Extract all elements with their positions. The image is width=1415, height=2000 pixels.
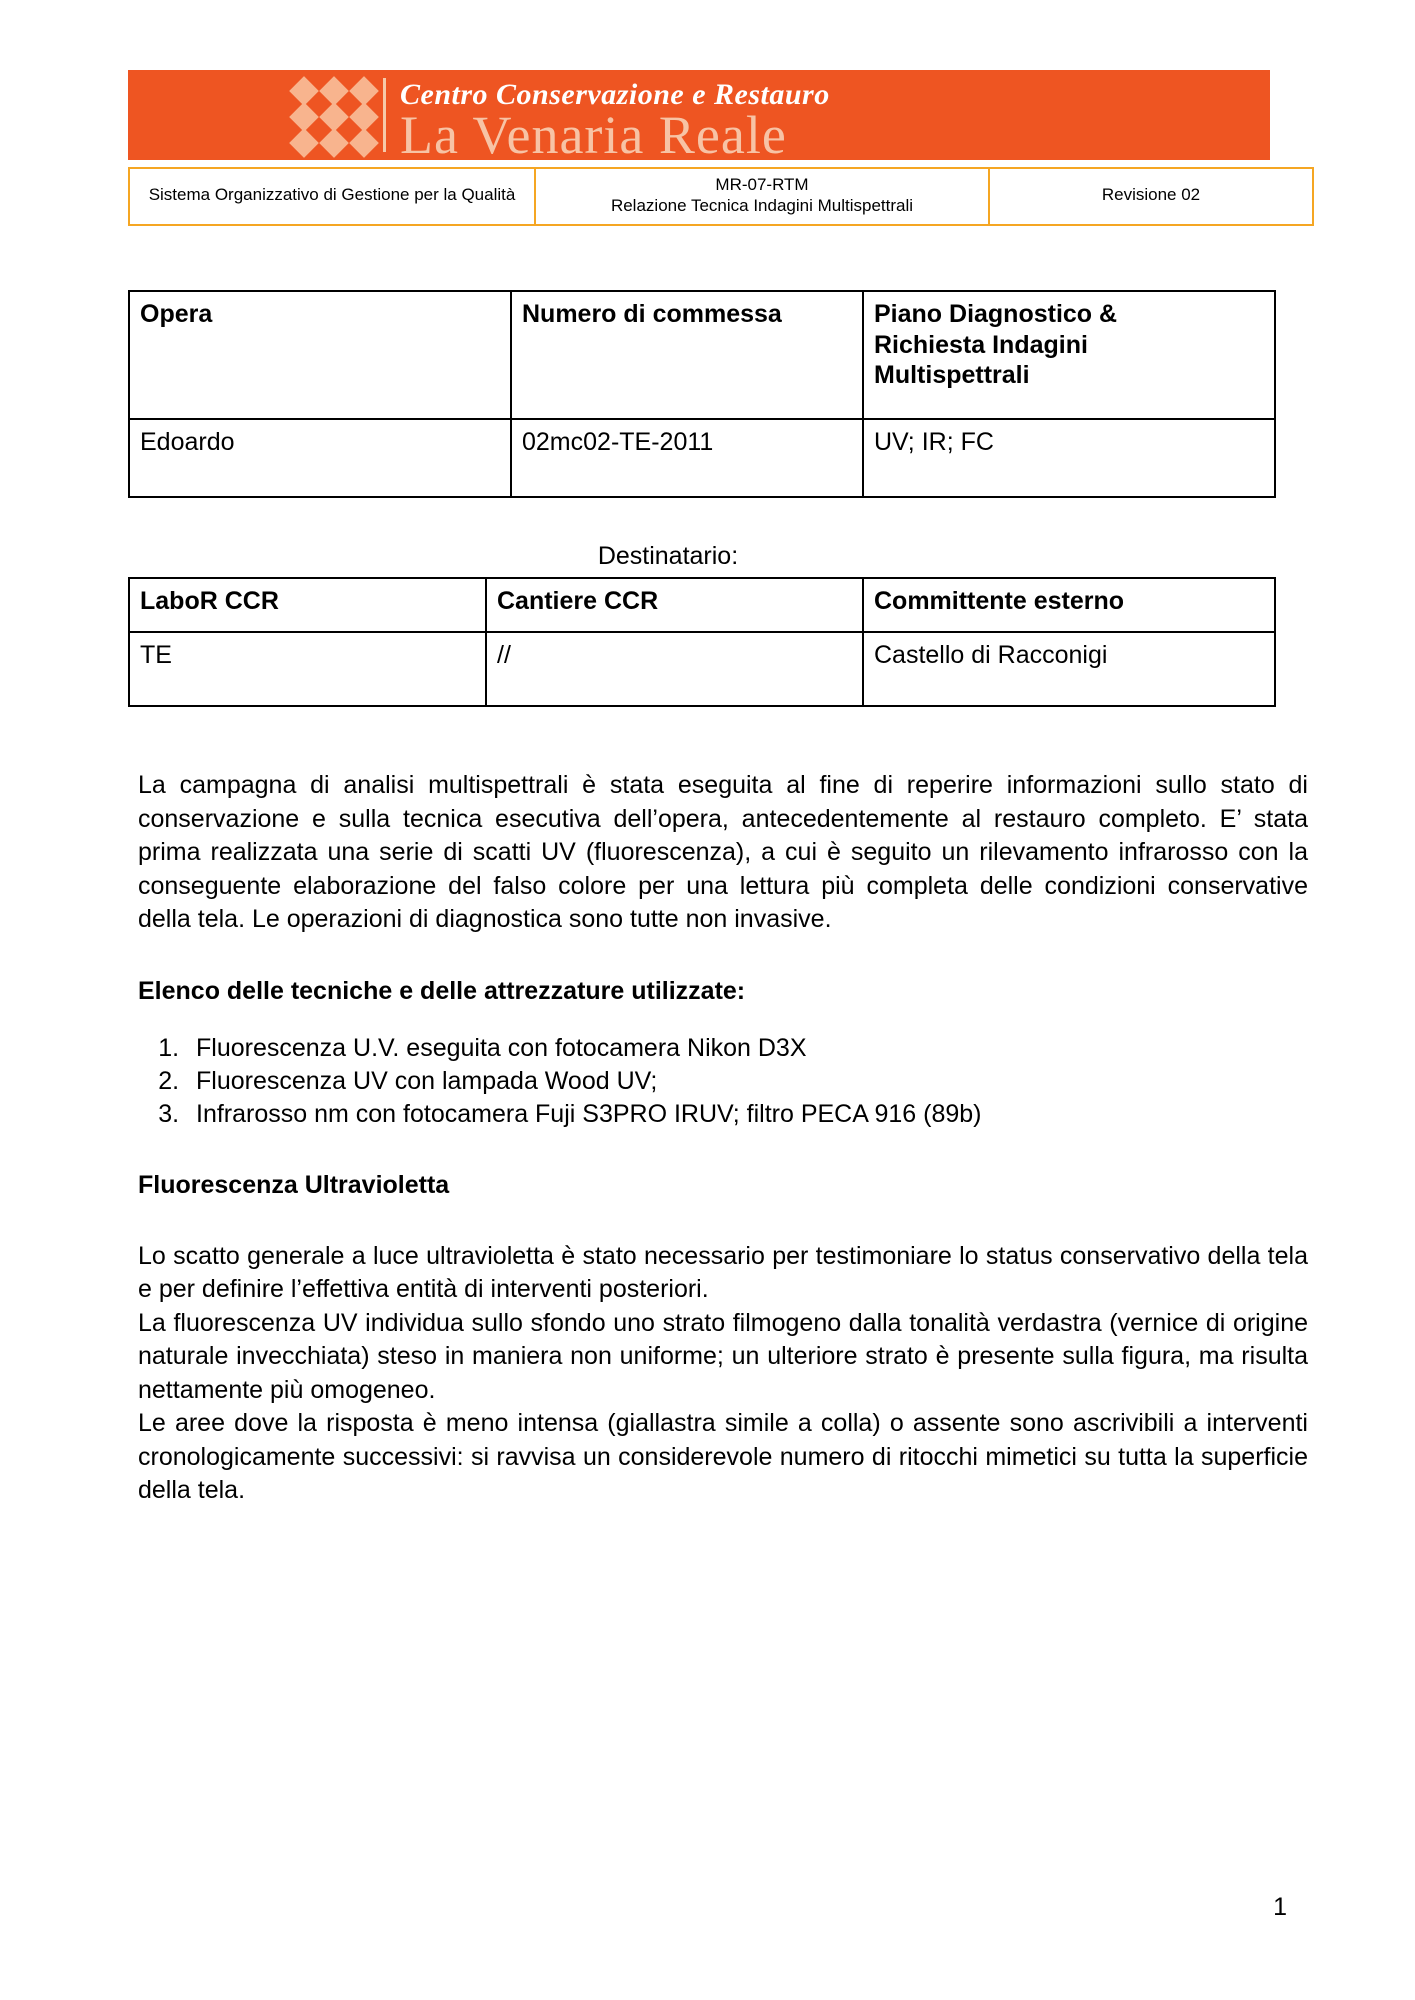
document-reference-cell: [535, 168, 989, 225]
opera-value: Edoardo: [129, 419, 511, 497]
cantiere-ccr-header: Cantiere CCR: [486, 578, 863, 632]
spacer: [128, 1200, 1270, 1240]
piano-diagnostico-header: [863, 291, 1275, 419]
uv-paragraph-1: Lo scatto generale a luce ultravioletta è stato necessario per testimoniare lo status conservativo della tela e per definire l’effettiva entità di interventi posteriori.: [138, 1241, 1308, 1303]
document-header: [128, 70, 1270, 226]
logo-title-line2: La Venaria Reale: [400, 105, 787, 160]
cantiere-ccr-value: //: [486, 632, 863, 706]
labor-ccr-header: LaboR CCR: [129, 578, 486, 632]
list-item: 1. Fluorescenza U.V. eseguita con fotocamera Nikon D3X: [186, 1032, 1270, 1065]
piano-diagnostico-header-line1: Piano Diagnostico &: [874, 300, 1118, 328]
banner-text-block: [386, 70, 1270, 160]
techniques-heading: Elenco delle tecniche e delle attrezzature utilizzate:: [138, 976, 746, 1005]
piano-diagnostico-header-line3: Multispettrali: [874, 361, 1030, 389]
piano-diagnostico-header-line2: Richiesta Indagini: [874, 330, 1088, 359]
document-code: MR-07-RTM: [715, 175, 809, 194]
document-body: [128, 290, 1308, 1508]
banner-left-spacer: [128, 70, 283, 160]
labor-ccr-value: TE: [129, 632, 486, 706]
page-number: 1: [1273, 1893, 1287, 1921]
spacer: [128, 1131, 1270, 1171]
spacer: [128, 707, 1270, 769]
intro-paragraph: La campagna di analisi multispettrali è stata eseguita al fine di reperire informazioni sullo stato di conservazione e sulla tecnica esecutiva dell’opera, antecedentemente al restauro completo. E’ stata prima realizzata una serie di scatti UV (fluorescenza), a cui è seguito un rilevamento infrarosso con la conseguente elaborazione del falso colore per una lettura più completa delle condizioni conservative della tela. Le operazioni di diagnostica sono tutte non invasive.: [138, 771, 1308, 933]
techniques-list: [128, 1032, 1270, 1131]
table-row: [129, 419, 1275, 497]
destinatario-table: [128, 577, 1276, 707]
list-item: 2. Fluorescenza UV con lampada Wood UV;: [186, 1065, 1270, 1098]
quality-header-table: [128, 167, 1314, 226]
opera-table: [128, 290, 1276, 498]
uv-paragraph-3: Le aree dove la risposta è meno intensa (giallastra simile a colla) o assente sono ascrivibili a interventi cronologicamente successivi: si ravvisa un considerevole numero di ritocchi mimetici su tutta la superficie della tela.: [138, 1409, 1308, 1504]
logo-title-line1: Centro Conservazione e Restauro: [400, 78, 830, 111]
document-title: Relazione Tecnica Indagini Multispettrali: [610, 195, 914, 215]
table-row: [129, 632, 1275, 706]
table-row: [129, 168, 1313, 225]
numero-commessa-value: 02mc02-TE-2011: [511, 419, 863, 497]
destinatario-label: Destinatario:: [597, 542, 739, 570]
table-header-row: [129, 291, 1275, 419]
spacer: [128, 937, 1270, 977]
diamond-pattern-icon: [283, 70, 383, 160]
opera-header: Opera: [129, 291, 511, 419]
uv-paragraph-2: La fluorescenza UV individua sullo sfondo uno strato filmogeno dalla tonalità verdastra (vernice di origine naturale invecchiata) steso in maniera non uniforme; un ulteriore strato è presente sulla figura, ma risulta nettamente più omogeneo.: [138, 1308, 1308, 1404]
committente-esterno-value: Castello di Racconigi: [863, 632, 1275, 706]
piano-diagnostico-value: UV; IR; FC: [863, 419, 1275, 497]
committente-esterno-header: Committente esterno: [863, 578, 1275, 632]
spacer: [128, 1006, 1270, 1032]
venaria-logo-banner: [128, 70, 1270, 160]
list-item: 3. Infrarosso nm con fotocamera Fuji S3PRO IRUV; filtro PECA 916 (89b): [186, 1098, 1270, 1131]
quality-system-cell: Sistema Organizzativo di Gestione per la Qualità: [129, 168, 535, 225]
table-header-row: [129, 578, 1275, 632]
numero-commessa-header: Numero di commessa: [511, 291, 863, 419]
revision-cell: Revisione 02: [989, 168, 1313, 225]
uv-section-heading: Fluorescenza Ultravioletta: [138, 1170, 450, 1199]
